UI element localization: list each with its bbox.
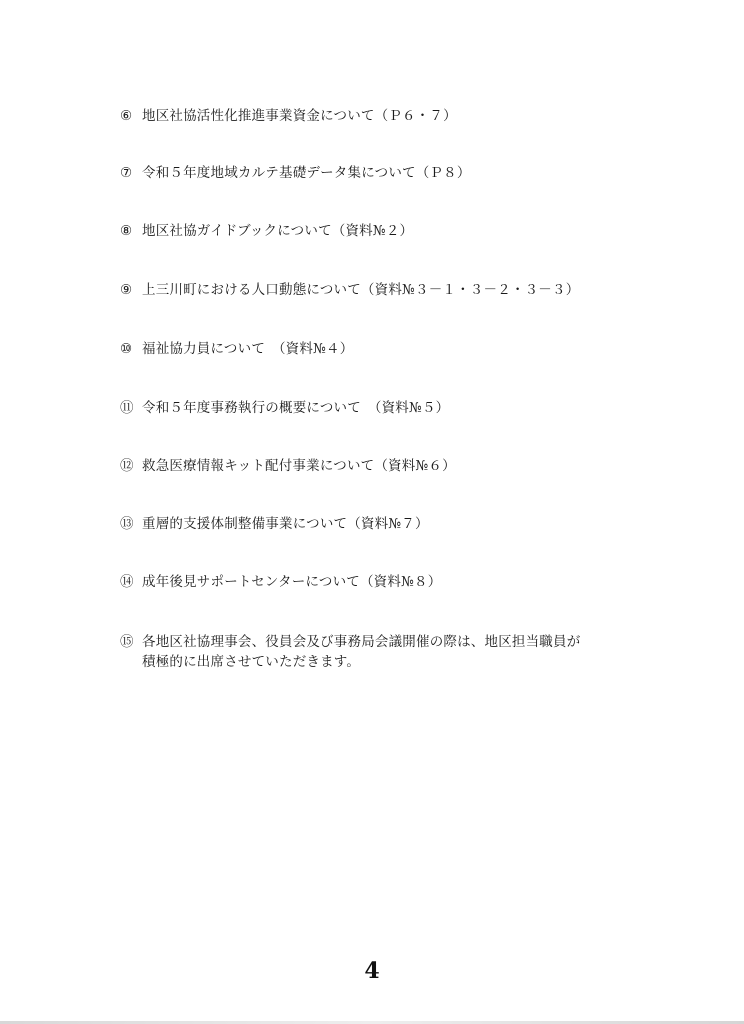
agenda-item-15 [120,632,630,672]
item-number: ⑫ [120,458,134,474]
item-number: ⑦ [120,165,133,181]
agenda-item-14 [120,572,630,592]
item-number: ⑥ [120,108,133,124]
item-text-line1: 各地区社協理事会、役員会及び事務局会議開催の際は、地区担当職員が [142,634,581,650]
item-text: 重層的支援体制整備事業について（資料№７） [142,516,429,532]
agenda-item-13 [120,514,630,534]
agenda-item-10 [120,339,630,359]
item-number: ⑮ [120,634,134,650]
agenda-item-6 [120,106,630,126]
item-text: 上三川町における人口動態について（資料№３－１・３－２・３－３） [142,282,580,298]
agenda-item-9 [120,280,630,300]
item-text: 救急医療情報キット配付事業について（資料№６） [142,458,456,474]
item-number: ⑪ [120,400,134,416]
item-text: 地区社協活性化推進事業資金について（Ｐ６・７） [142,108,457,124]
agenda-item-11 [120,398,630,418]
agenda-item-7 [120,163,630,183]
item-number: ⑧ [120,223,133,239]
item-text: 福祉協力員について （資料№４） [142,341,354,357]
item-text: 成年後見サポートセンターについて（資料№８） [142,574,442,590]
item-number: ⑨ [120,282,133,298]
item-text-line2: 積極的に出席させていただきます。 [142,654,361,670]
item-text: 地区社協ガイドブックについて（資料№２） [142,223,414,239]
item-number: ⑭ [120,574,134,590]
agenda-item-8 [120,221,630,241]
item-number: ⑬ [120,516,134,532]
item-number: ⑩ [120,341,133,357]
item-text: 令和５年度地域カルテ基礎データ集について（Ｐ８） [142,165,471,181]
item-text: 令和５年度事務執行の概要について （資料№５） [142,400,450,416]
agenda-item-12 [120,456,630,476]
page-number: 4 [364,958,380,984]
